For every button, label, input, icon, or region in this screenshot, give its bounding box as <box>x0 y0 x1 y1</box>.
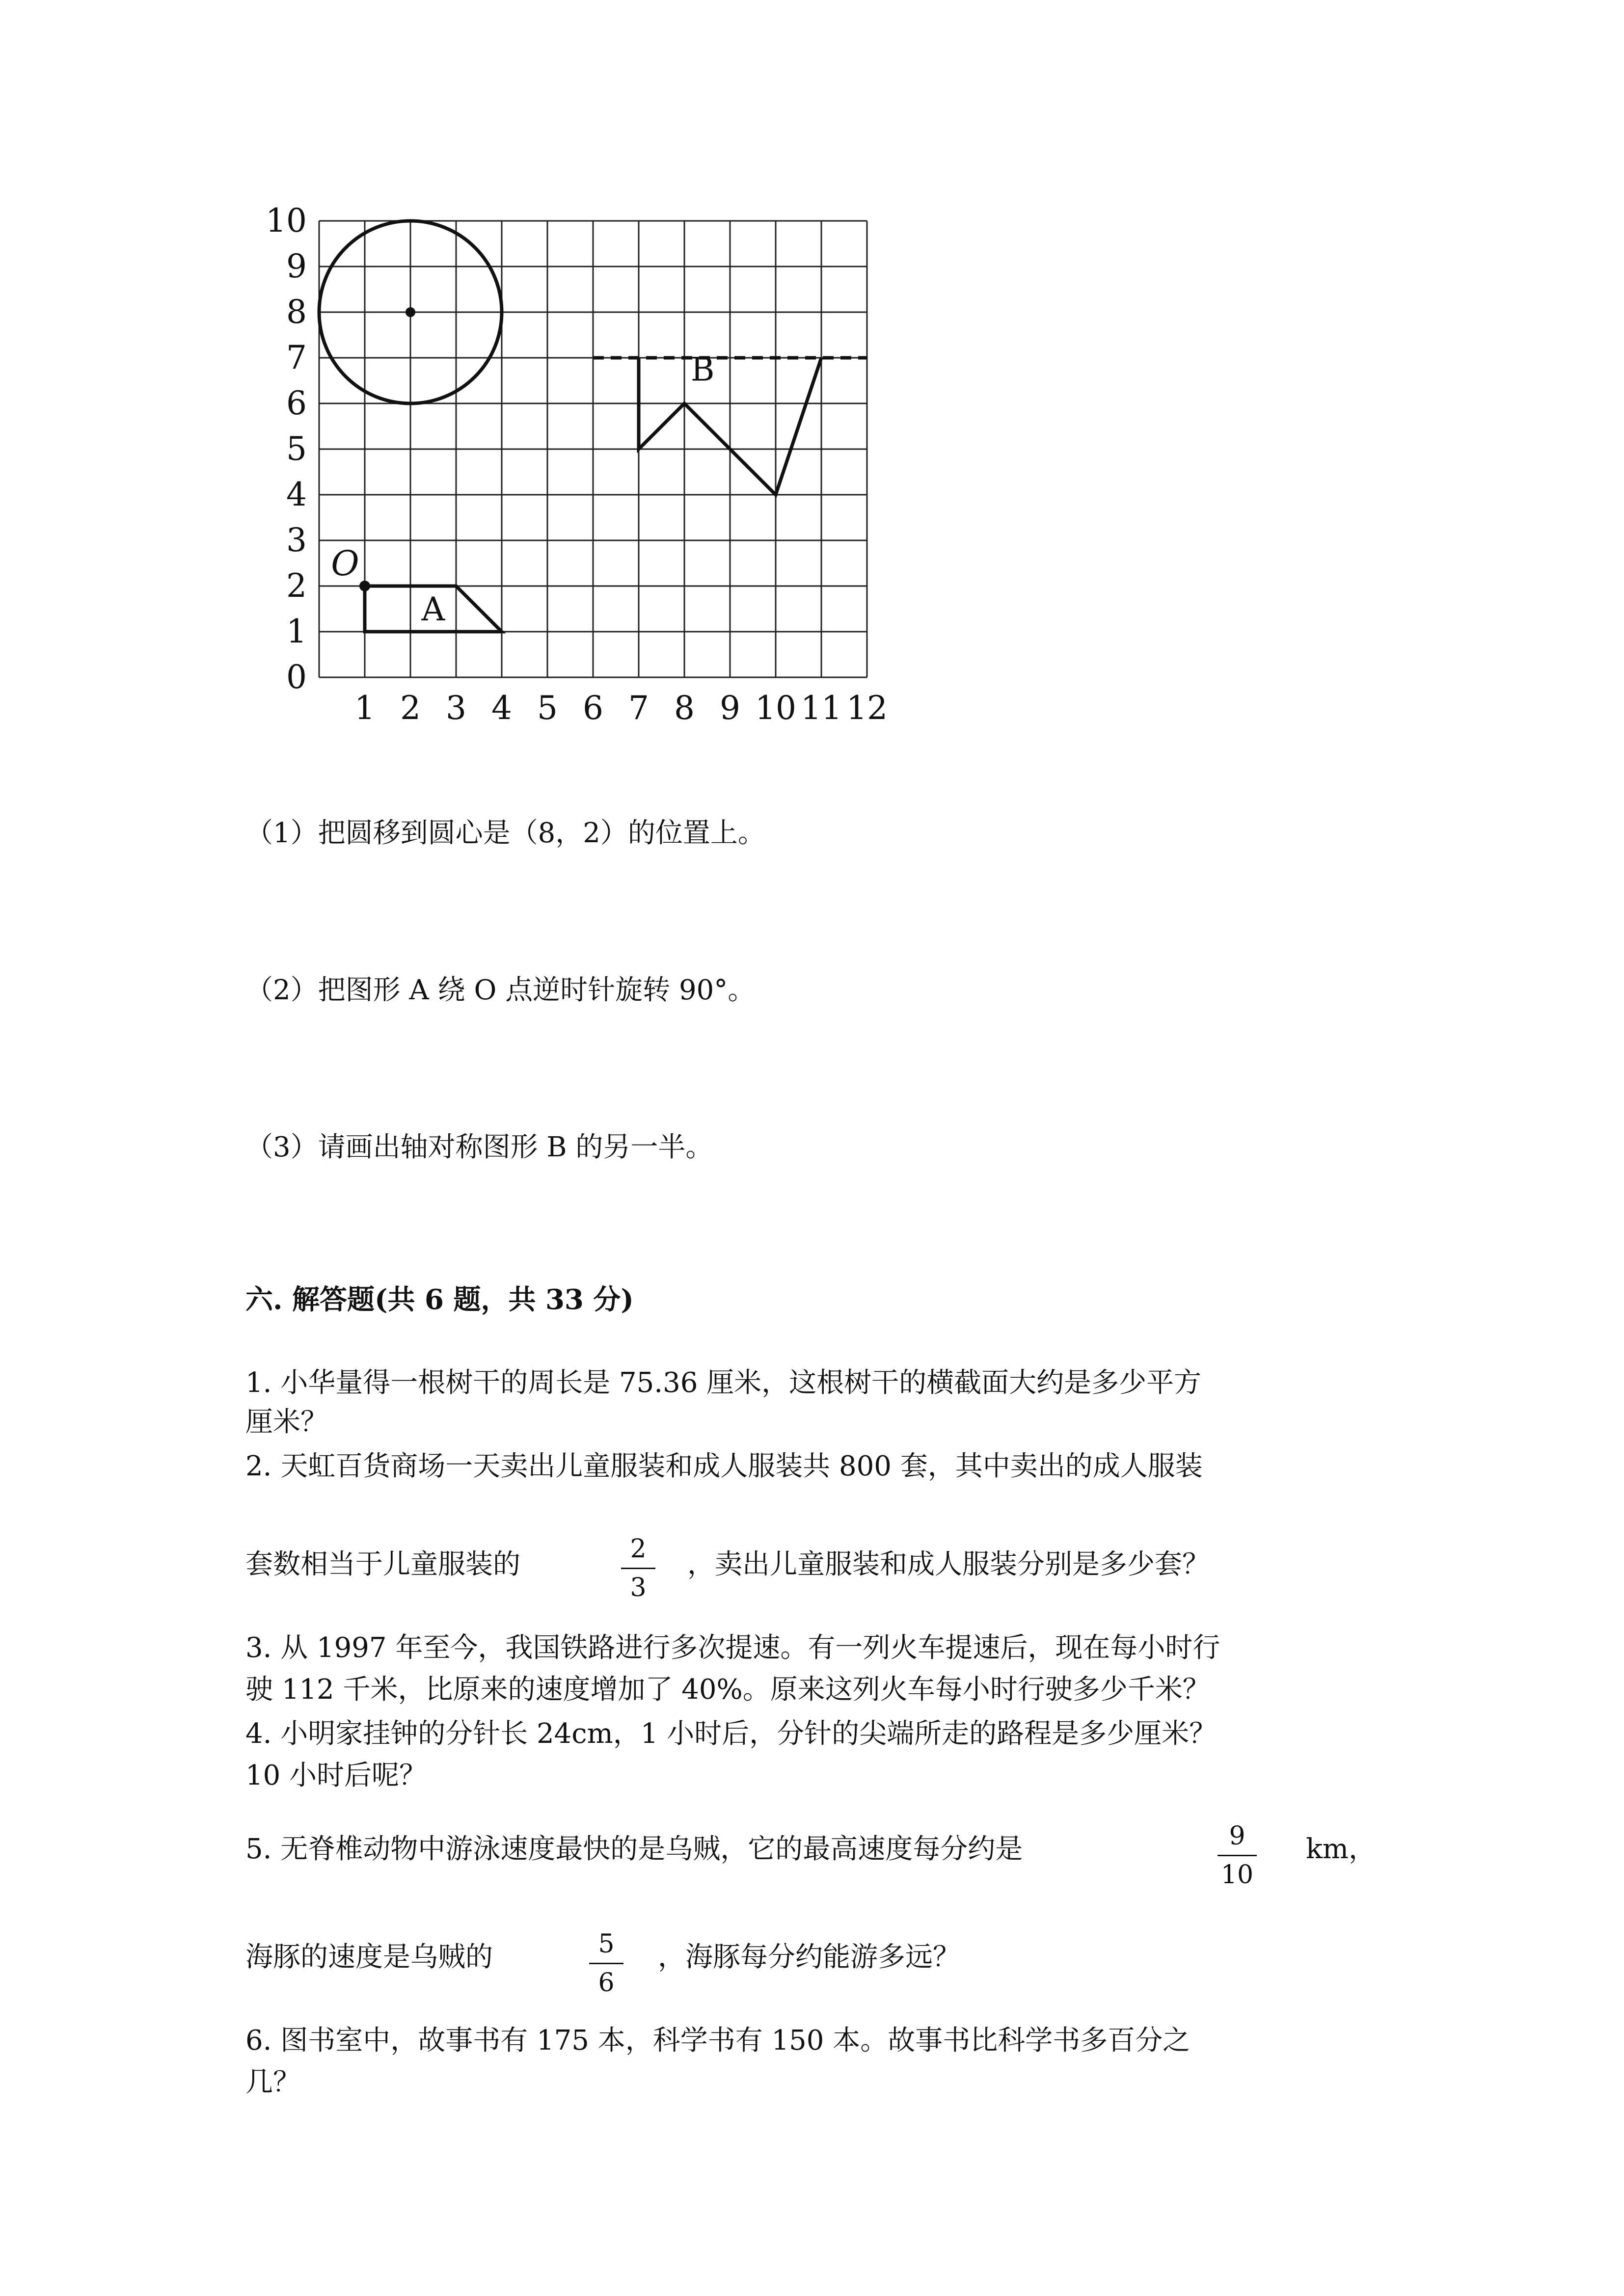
question-6-line-2: 几？ <box>245 2066 300 2098</box>
question-2-line-2a: 套数相当于儿童服装的 <box>245 1548 520 1580</box>
x-tick-label: 7 <box>628 689 649 727</box>
circle-center-dot <box>406 307 415 317</box>
question-5-line-1a: 5. 无脊椎动物中游泳速度最快的是乌贼，它的最高速度每分约是 <box>245 1833 1023 1865</box>
fraction-numerator: 9 <box>1229 1821 1245 1851</box>
question-4-line-1: 4. 小明家挂钟的分针长 24cm，1 小时后，分针的尖端所走的路程是多少厘米？ <box>245 1718 1217 1750</box>
x-tick-label: 1 <box>354 689 375 727</box>
fraction-denominator: 3 <box>630 1573 647 1602</box>
question-5-line-2b: ，海豚每分约能游多远？ <box>658 1941 960 1973</box>
point-o-dot <box>359 581 370 591</box>
y-tick-label: 9 <box>286 247 307 285</box>
y-tick-label: 7 <box>286 339 307 376</box>
question-5-line-1b: km， <box>1306 1833 1377 1865</box>
y-tick-label: 1 <box>286 613 307 650</box>
x-tick-label: 10 <box>755 689 796 727</box>
y-tick-label: 10 <box>266 202 307 240</box>
shape-a-label: A <box>421 590 445 628</box>
x-tick-label: 12 <box>846 689 888 727</box>
x-tick-label: 2 <box>400 689 421 727</box>
fraction-bar <box>621 1568 655 1569</box>
question-1-line-2: 厘米？ <box>245 1406 328 1438</box>
x-tick-label: 11 <box>801 689 842 727</box>
x-tick-label: 6 <box>583 689 603 727</box>
y-tick-label: 4 <box>286 476 307 513</box>
question-6-line-1: 6. 图书室中，故事书有 175 本，科学书有 150 本。故事书比科学书多百分之 <box>245 2025 1191 2056</box>
y-tick-label: 0 <box>286 658 307 696</box>
fraction-nine-tenths <box>1213 1823 1262 1888</box>
fraction-numerator: 5 <box>598 1929 615 1959</box>
coordinate-grid-figure <box>236 196 913 741</box>
y-tick-label: 6 <box>286 384 307 422</box>
task-1: （1）把圆移到圆心是（8，2）的位置上。 <box>245 817 765 849</box>
question-3-line-1: 3. 从 1997 年至今，我国铁路进行多次提速。有一列火车提速后，现在每小时行 <box>245 1632 1220 1664</box>
task-3: （3）请画出轴对称图形 B 的另一半。 <box>245 1131 713 1163</box>
y-tick-label: 3 <box>286 521 307 559</box>
x-tick-label: 5 <box>537 689 558 727</box>
x-tick-label: 9 <box>720 689 740 727</box>
section-heading: 六. 解答题(共 6 题，共 33 分) <box>245 1283 634 1316</box>
question-3-line-2: 驶 112 千米，比原来的速度增加了 40%。原来这列火车每小时行驶多少千米？ <box>245 1674 1210 1706</box>
x-tick-label: 4 <box>491 689 512 727</box>
question-2-line-1: 2. 天虹百货商场一天卖出儿童服装和成人服装共 800 套，其中卖出的成人服装 <box>245 1450 1203 1482</box>
question-1-line-1: 1. 小华量得一根树干的周长是 75.36 厘米，这根树干的横截面大约是多少平方 <box>245 1367 1202 1399</box>
y-tick-label: 2 <box>286 567 307 605</box>
x-tick-label: 8 <box>674 689 695 727</box>
fraction-denominator: 6 <box>598 1968 615 1998</box>
y-tick-label: 8 <box>286 293 307 331</box>
x-tick-label: 3 <box>446 689 466 727</box>
fraction-denominator: 10 <box>1220 1860 1254 1890</box>
fraction-five-sixths <box>584 1931 628 1996</box>
point-o-label: O <box>331 543 359 584</box>
fraction-bar <box>1218 1855 1257 1856</box>
question-5-line-2a: 海豚的速度是乌贼的 <box>245 1941 493 1973</box>
task-2: （2）把图形 A 绕 O 点逆时针旋转 90°。 <box>245 974 756 1006</box>
question-4-line-2: 10 小时后呢？ <box>245 1760 427 1791</box>
shape-b-label: B <box>690 350 715 389</box>
question-2-line-2b: ，卖出儿童服装和成人服装分别是多少套？ <box>687 1548 1210 1580</box>
fraction-numerator: 2 <box>630 1534 647 1564</box>
fraction-bar <box>589 1963 623 1964</box>
y-tick-label: 5 <box>286 430 307 468</box>
fraction-two-thirds <box>616 1536 660 1601</box>
